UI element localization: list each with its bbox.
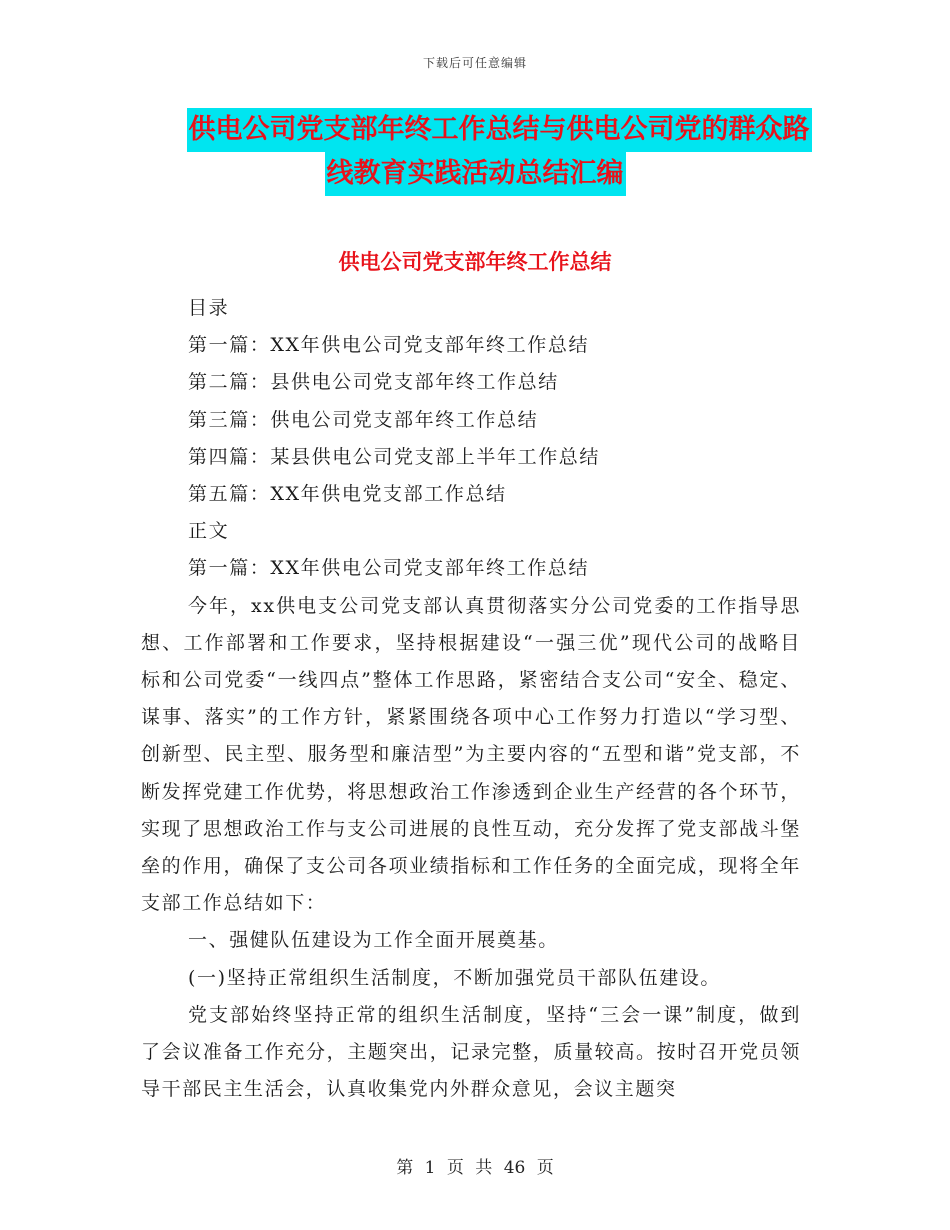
toc-heading: 目录 [188,297,230,319]
document-title [0,108,950,196]
document-body [141,290,801,1108]
document-title-line2: 线教育实践活动总结汇编 [325,152,626,196]
paragraph: 今年，xx供电支公司党支部认真贯彻落实分公司党委的工作指导思想、工作部署和工作要求，坚持根据建设“一强三优”现代公司的战略目标和公司党委“一线四点”整体工作思路，紧密结合支公司“安全、稳定、谋事、落实”的工作方针，紧紧围绕各项中心工作努力打造以“学习型、创新型、民主型、服务型和廉洁型”为主要内容的“五型和谐”党支部，不断发挥党建工作优势，将思想政治工作渗透到企业生产经营的各个环节，实现了思想政治工作与支公司进展的良性互动，充分发挥了党支部战斗堡垒的作用，确保了支公司各项业绩指标和工作任务的全面完成，现将全年支部工作总结如下： [141,594,801,915]
toc-item: 第二篇：县供电公司党支部年终工作总结 [188,371,559,394]
toc-item: 第三篇：供电公司党支部年终工作总结 [188,408,539,431]
part-title: 第一篇：XX年供电公司党支部年终工作总结 [188,557,590,580]
document-title-line1: 供电公司党支部年终工作总结与供电公司党的群众路 [187,108,812,152]
toc-item: 第五篇：XX年供电党支部工作总结 [188,483,507,506]
subheading: (一)坚持正常组织生活制度，不断加强党员干部队伍建设。 [188,966,722,989]
paragraph: 党支部始终坚持正常的组织生活制度，坚持“三会一课”制度，做到了会议准备工作充分，主题突出，记录完整，质量较高。按时召开党员领导干部民主生活会，认真收集党内外群众意见，会议主题突 [141,1003,801,1101]
subheading: 一、强健队伍建设为工作全面开展奠基。 [188,929,559,952]
toc-item: 第四篇：某县供电公司党支部上半年工作总结 [188,445,601,468]
section-title: 供电公司党支部年终工作总结 [338,250,612,274]
body-heading: 正文 [188,520,230,543]
toc-item: 第一篇：XX年供电公司党支部年终工作总结 [188,334,590,357]
page-header-note: 下载后可任意编辑 [422,56,527,70]
page-number: 第 1 页 共 46 页 [396,1158,554,1178]
